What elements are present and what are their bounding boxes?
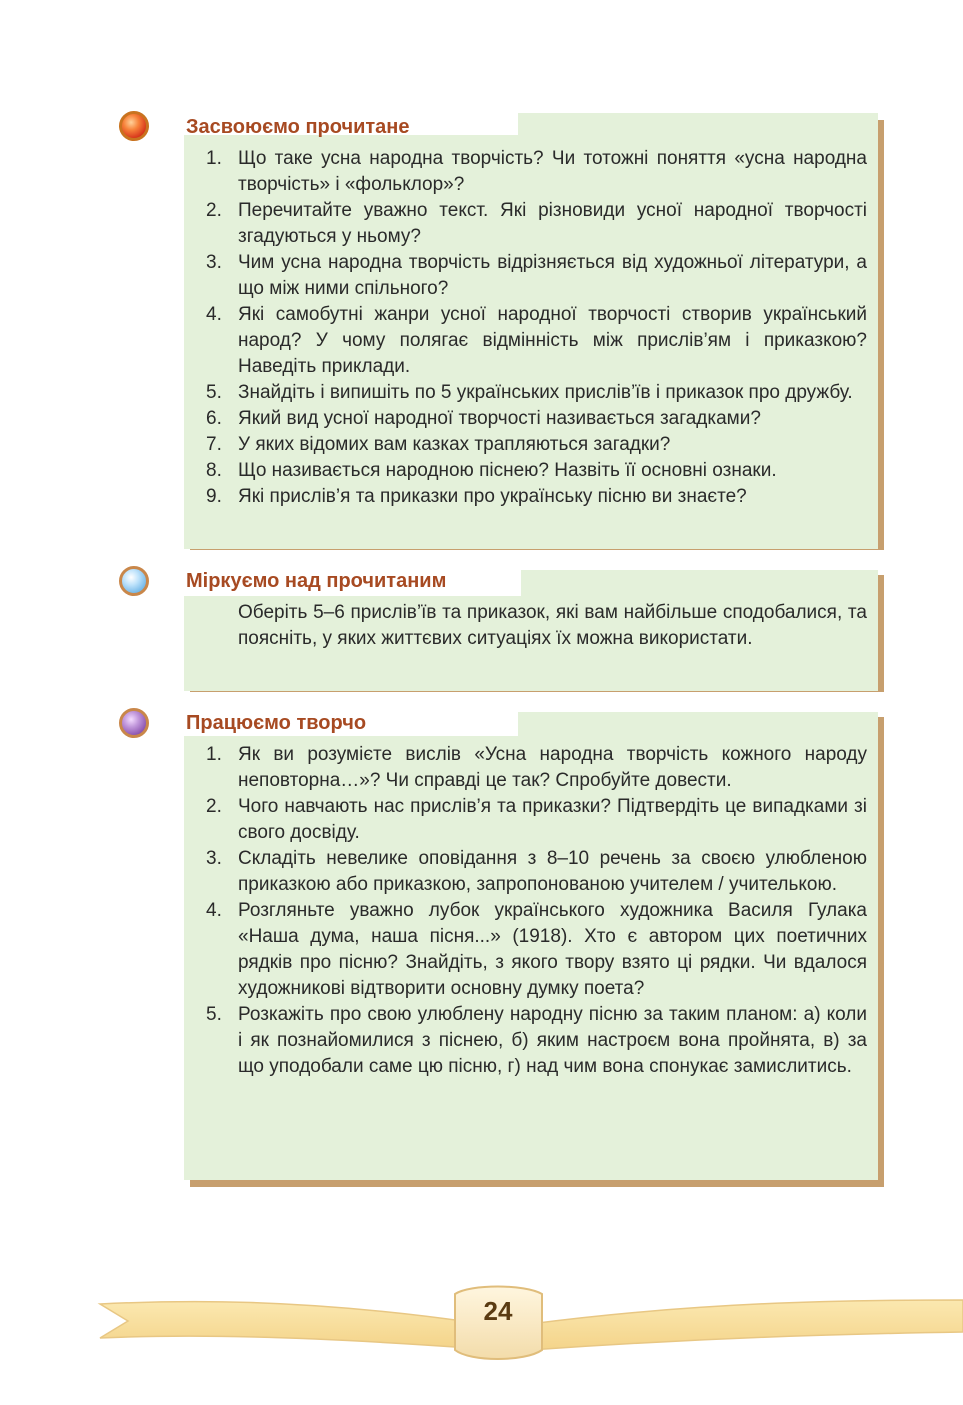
item-number: 5. — [206, 1004, 222, 1025]
item-text: Перечитайте уважно текст. Які різновиди усної народної творчості згадуються у ньому? — [238, 200, 867, 247]
item-number: 2. — [206, 796, 222, 817]
item-number: 5. — [206, 382, 222, 403]
list-item — [196, 250, 867, 302]
item-text: Розгляньте уважно лубок українського художника Василя Гулака «Наша дума, наша пісня...» (1918). Хто є автором цих поетичних рядків про пісню? Знайдіть, з якого твору взято ці рядки. Чи вдалося художникові відтворити основну думку поета? — [238, 900, 867, 999]
list-item — [196, 406, 867, 432]
page-number: 24 — [483, 1296, 513, 1326]
list-item — [196, 302, 867, 380]
item-text: Складіть невелике оповідання з 8–10 речень за своєю улюбленою приказкою або приказкою, запропонованою учителем / учителькою. — [238, 848, 867, 895]
item-text: Як ви розумієте вислів «Усна народна творчість кожного народу неповторна…»? Чи справді це так? Спробуйте довести. — [238, 744, 867, 791]
item-number: 7. — [206, 434, 222, 455]
item-number: 2. — [206, 200, 222, 221]
item-text: Чого навчають нас прислів’я та приказки? Підтвердіть це випадками зі свого досвіду. — [238, 796, 867, 843]
item-number: 1. — [206, 744, 222, 765]
item-number: 3. — [206, 252, 222, 273]
question-list — [196, 146, 867, 510]
item-number: 3. — [206, 848, 222, 869]
list-item — [196, 794, 867, 846]
item-text: Розкажіть про свою улюблену народну пісню за таким планом: а) коли і як познайомилися з піснею, б) яким настроєм вона пройнята, в) за що уподобали саме цю пісню, г) над чим вона спонукає замислитись. — [238, 1004, 867, 1077]
item-number: 4. — [206, 900, 222, 921]
item-text: Чим усна народна творчість відрізняється від художньої літератури, а що між ними спільного? — [238, 252, 867, 299]
item-text: У яких відомих вам казках трапляються загадки? — [238, 434, 671, 455]
item-text: Які самобутні жанри усної народної творчості створив український народ? У чому полягає відмінність між прислів’ям і приказкою? Наведіть приклади. — [238, 304, 867, 377]
section-heading: Засвоюємо прочитане — [186, 116, 410, 138]
item-text: Які прислів’я та приказки про українську пісню ви знаєте? — [238, 486, 747, 507]
item-text: Що називається народною піснею? Назвіть її основні ознаки. — [238, 460, 777, 481]
list-item — [196, 484, 867, 510]
task-list — [196, 742, 867, 1080]
item-number: 6. — [206, 408, 222, 429]
purple-orb-bullet-icon — [119, 708, 149, 738]
list-item — [196, 1002, 867, 1080]
item-text: Що таке усна народна творчість? Чи тотожні поняття «усна народна творчість» і «фольклор»? — [238, 148, 867, 195]
list-item — [196, 380, 867, 406]
section-heading: Працюємо творчо — [186, 712, 367, 734]
red-orb-bullet-icon — [119, 111, 149, 141]
list-item — [196, 432, 867, 458]
list-item — [196, 198, 867, 250]
list-item — [196, 898, 867, 1002]
item-number: 1. — [206, 148, 222, 169]
item-number: 4. — [206, 304, 222, 325]
item-number: 9. — [206, 486, 222, 507]
list-item — [196, 146, 867, 198]
task-text: Оберіть 5–6 прислів’їв та приказок, які вам найбільше сподобалися, та поясніть, у яких життєвих ситуаціях їх можна використати. — [238, 602, 867, 649]
list-item — [196, 846, 867, 898]
list-item — [196, 458, 867, 484]
item-text: Знайдіть і випишіть по 5 українських прислів’їв і приказок про дружбу. — [238, 382, 853, 403]
list-item — [196, 742, 867, 794]
section-heading: Міркуємо над прочитаним — [186, 570, 447, 592]
blue-orb-bullet-icon — [119, 566, 149, 596]
item-text: Який вид усної народної творчості називається загадками? — [238, 408, 761, 429]
item-number: 8. — [206, 460, 222, 481]
